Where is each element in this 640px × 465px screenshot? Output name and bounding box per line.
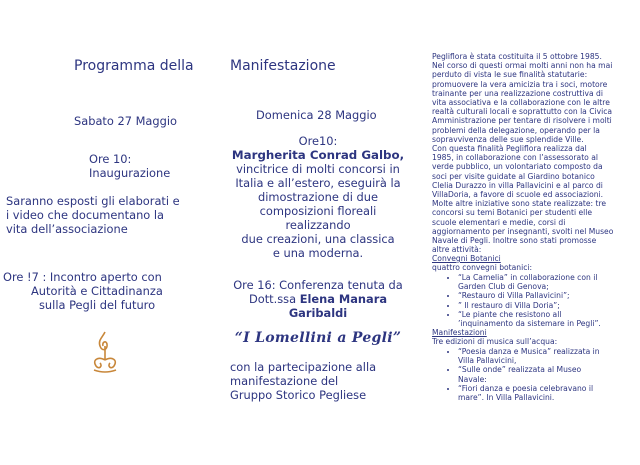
sunday-desc-line: Italia e all’estero, eseguirà la (235, 176, 401, 190)
manif-item: • “Sulle onde” realizzata al Museo Navale: (458, 365, 640, 383)
program-title: Programma della (74, 58, 194, 74)
manif-header (432, 328, 557, 346)
sunday-time2: Ore 16: Conferenza tenuta da (233, 278, 403, 292)
intro-line: concorsi su temi Botanici per studenti elle (432, 208, 593, 218)
saturday-event2 (3, 270, 203, 312)
closing-line: Gruppo Storico Pegliese (230, 388, 367, 402)
intro-line: VillaDoria, a favore di scuole ed associazioni. (432, 190, 604, 200)
intro-line: trainante per una realizzazione costruttiva di (432, 88, 603, 98)
intro-line: promuovere la vera amicizia tra i soci, motore (432, 79, 608, 89)
intro-line: Amministrazione per tentare di risolvere i molti (432, 116, 612, 126)
manif-item: • “Poesia danza e Musica” realizzata in Villa Pallavicini, (458, 347, 640, 365)
closing-line: manifestazione del (230, 374, 339, 388)
speaker-surname: Garibaldi (288, 306, 348, 320)
intro-line: Pegliflora è stata costituita il 5 ottobre 1985. (432, 52, 602, 61)
middle-panel (212, 0, 424, 465)
intro-line: perduto di vista le sue finalità statutarie: (432, 70, 588, 80)
intro-line: Navale di Pegli. Inoltre sono stati promosse (432, 236, 597, 246)
convegni-subtitle: quattro convegni botanici: (432, 263, 533, 273)
intro-line: scuole elementari e medie, corsi di (432, 217, 566, 227)
saturday-event2-line: Autorità e Cittadinanza (31, 284, 163, 298)
convegni-item: • ” Il restauro di Villa Doria”; (458, 301, 640, 310)
intro-line: soci per visite guidate al Giardino botanico (432, 171, 595, 181)
intro-line: realtà culturali locali e soprattutto con la Civica (432, 107, 613, 117)
saturday-desc1 (6, 194, 206, 236)
sunday-desc-line: composizioni floreali (259, 204, 377, 218)
sunday-desc-line: realizzando (285, 218, 351, 232)
decorative-ornament-icon (88, 330, 122, 374)
saturday-event2-line: Ore !7 : Incontro aperto con (3, 270, 162, 284)
convegni-title: Convegni Botanici (432, 254, 501, 263)
convegni-item: • “Restauro di Villa Pallavicini”; (458, 291, 640, 300)
manifestation-title: Manifestazione (230, 58, 336, 74)
saturday-desc1-line: vita dell’associazione (6, 222, 128, 236)
sunday-desc-line: vincitrice di molti concorsi in (236, 162, 400, 176)
saturday-event1: Inaugurazione (89, 166, 171, 180)
closing-block (230, 360, 420, 402)
intro-line: Con questa finalità Pegliflora realizza dal (432, 144, 587, 154)
intro-paragraph (432, 52, 632, 254)
speaker-name: Elena Manara (299, 292, 388, 306)
manif-item: • “Fiori danza e poesia celebravano il mare”. In Villa Pallavicini. (458, 384, 640, 402)
intro-line: 1985, in collaborazione con l’assessorato al (432, 153, 599, 163)
talk-title: “I Lomellini a Pegli” (234, 330, 402, 346)
speaker-prefix: Dott.ssa (248, 292, 297, 306)
convegni-list (432, 273, 640, 328)
saturday-event2-line: sulla Pegli del futuro (39, 298, 156, 312)
sunday-date: Domenica 28 Maggio (256, 108, 377, 122)
intro-line: problemi della delegazione, operando per la (432, 125, 600, 135)
saturday-desc1-line: i video che documentano la (6, 208, 165, 222)
manif-list (432, 347, 640, 402)
saturday-desc1-line: Saranno esposti gli elaborati e (6, 194, 180, 208)
sunday-morning-block (212, 134, 424, 260)
intro-line: vita associativa e la collaborazione con le altre (432, 98, 610, 108)
intro-line: Clelia Durazzo in villa Pallavicini e al parco di (432, 180, 603, 190)
intro-line: Molte altre iniziative sono state realizzate: tre (432, 199, 607, 209)
info-panel (424, 0, 640, 465)
convegni-item: • “La Camelia” in collaborazione con il Garden Club di Genova; (458, 273, 640, 291)
saturday-date: Sabato 27 Maggio (74, 114, 177, 128)
sunday-afternoon-block (212, 278, 424, 320)
saturday-time1: Ore 10: (89, 152, 132, 166)
sunday-desc-line: dimostrazione di due (258, 190, 378, 204)
intro-line: Nel corso di questi ormai molti anni non ha mai (432, 61, 613, 71)
convegni-item: • “Le piante che resistono all ’inquinamento da sistemare in Pegli”. (458, 310, 640, 328)
left-panel (0, 0, 212, 465)
convegni-header (432, 254, 532, 272)
sunday-desc-line: due creazioni, una classica (241, 232, 395, 246)
intro-line: altre attività: (432, 245, 482, 255)
intro-line: aggiornamento per insegnanti, svolti nel Museo (432, 226, 614, 236)
intro-line: verde pubblico, un volontariato composto da (432, 162, 603, 172)
manif-subtitle: Tre edizioni di musica sull’acqua: (432, 337, 558, 347)
sunday-time1: Ore10: (298, 134, 338, 148)
speaker-line (212, 292, 424, 306)
sunday-desc-line: e una moderna. (272, 246, 364, 260)
closing-line: con la partecipazione alla (230, 360, 377, 374)
performer-name: Margherita Conrad Galbo, (231, 148, 405, 162)
manif-title: Manifestazioni (432, 328, 487, 337)
intro-line: sopravvivenza delle sue splendide Ville. (432, 134, 584, 144)
